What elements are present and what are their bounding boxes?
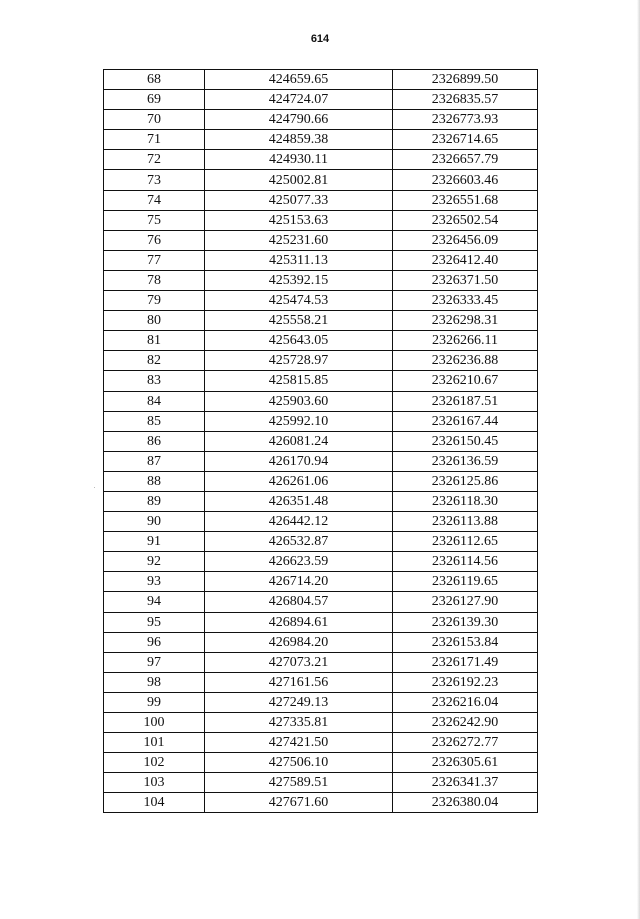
northing-cell: 2326657.79: [393, 150, 538, 170]
easting-cell: 425231.60: [205, 230, 393, 250]
easting-cell: 424930.11: [205, 150, 393, 170]
easting-cell: 424859.38: [205, 130, 393, 150]
table-row: [104, 431, 538, 451]
point-number-cell: 90: [104, 512, 205, 532]
northing-cell: 2326171.49: [393, 652, 538, 672]
easting-cell: 425002.81: [205, 170, 393, 190]
northing-cell: 2326119.65: [393, 572, 538, 592]
table-row: [104, 411, 538, 431]
easting-cell: 424724.07: [205, 90, 393, 110]
table-row: [104, 592, 538, 612]
table-row: [104, 692, 538, 712]
easting-cell: 426623.59: [205, 552, 393, 572]
coordinate-table: [103, 69, 538, 813]
point-number-cell: 103: [104, 773, 205, 793]
point-number-cell: 69: [104, 90, 205, 110]
easting-cell: 426714.20: [205, 572, 393, 592]
easting-cell: 426804.57: [205, 592, 393, 612]
table-body: [104, 70, 538, 813]
northing-cell: 2326139.30: [393, 612, 538, 632]
easting-cell: 426532.87: [205, 532, 393, 552]
table-row: [104, 291, 538, 311]
table-row: [104, 451, 538, 471]
point-number-cell: 86: [104, 431, 205, 451]
table-row: [104, 371, 538, 391]
easting-cell: 425728.97: [205, 351, 393, 371]
point-number-cell: 95: [104, 612, 205, 632]
point-number-cell: 76: [104, 230, 205, 250]
easting-cell: 426442.12: [205, 512, 393, 532]
northing-cell: 2326502.54: [393, 210, 538, 230]
point-number-cell: 73: [104, 170, 205, 190]
easting-cell: 425474.53: [205, 291, 393, 311]
northing-cell: 2326412.40: [393, 250, 538, 270]
table-row: [104, 753, 538, 773]
easting-cell: 427421.50: [205, 733, 393, 753]
easting-cell: 427671.60: [205, 793, 393, 813]
table-row: [104, 150, 538, 170]
table-row: [104, 552, 538, 572]
table-row: [104, 130, 538, 150]
table-row: [104, 632, 538, 652]
point-number-cell: 80: [104, 311, 205, 331]
table-row: [104, 532, 538, 552]
table-row: [104, 90, 538, 110]
easting-cell: 427335.81: [205, 713, 393, 733]
table-row: [104, 491, 538, 511]
northing-cell: 2326773.93: [393, 110, 538, 130]
easting-cell: 426170.94: [205, 451, 393, 471]
point-number-cell: 91: [104, 532, 205, 552]
northing-cell: 2326150.45: [393, 431, 538, 451]
table-row: [104, 190, 538, 210]
easting-cell: 427589.51: [205, 773, 393, 793]
point-number-cell: 102: [104, 753, 205, 773]
easting-cell: 426081.24: [205, 431, 393, 451]
point-number-cell: 79: [104, 291, 205, 311]
northing-cell: 2326136.59: [393, 451, 538, 471]
point-number-cell: 72: [104, 150, 205, 170]
northing-cell: 2326242.90: [393, 713, 538, 733]
northing-cell: 2326899.50: [393, 70, 538, 90]
table-row: [104, 210, 538, 230]
easting-cell: 427249.13: [205, 692, 393, 712]
northing-cell: 2326114.56: [393, 552, 538, 572]
point-number-cell: 98: [104, 672, 205, 692]
table-row: [104, 512, 538, 532]
northing-cell: 2326118.30: [393, 491, 538, 511]
point-number-cell: 74: [104, 190, 205, 210]
point-number-cell: 100: [104, 713, 205, 733]
point-number-cell: 75: [104, 210, 205, 230]
easting-cell: 427073.21: [205, 652, 393, 672]
northing-cell: 2326187.51: [393, 391, 538, 411]
table-row: [104, 652, 538, 672]
northing-cell: 2326298.31: [393, 311, 538, 331]
table-row: [104, 70, 538, 90]
northing-cell: 2326127.90: [393, 592, 538, 612]
table-row: [104, 331, 538, 351]
easting-cell: 424659.65: [205, 70, 393, 90]
table-row: [104, 230, 538, 250]
easting-cell: 425392.15: [205, 270, 393, 290]
northing-cell: 2326112.65: [393, 532, 538, 552]
point-number-cell: 68: [104, 70, 205, 90]
northing-cell: 2326551.68: [393, 190, 538, 210]
easting-cell: 427506.10: [205, 753, 393, 773]
table-row: [104, 311, 538, 331]
page-number: 614: [310, 33, 330, 45]
table-row: [104, 733, 538, 753]
table-row: [104, 351, 538, 371]
northing-cell: 2326210.67: [393, 371, 538, 391]
point-number-cell: 87: [104, 451, 205, 471]
point-number-cell: 96: [104, 632, 205, 652]
point-number-cell: 92: [104, 552, 205, 572]
northing-cell: 2326167.44: [393, 411, 538, 431]
point-number-cell: 83: [104, 371, 205, 391]
table-row: [104, 612, 538, 632]
easting-cell: 425643.05: [205, 331, 393, 351]
easting-cell: 427161.56: [205, 672, 393, 692]
northing-cell: 2326192.23: [393, 672, 538, 692]
easting-cell: 425153.63: [205, 210, 393, 230]
point-number-cell: 93: [104, 572, 205, 592]
northing-cell: 2326835.57: [393, 90, 538, 110]
northing-cell: 2326341.37: [393, 773, 538, 793]
northing-cell: 2326714.65: [393, 130, 538, 150]
table-row: [104, 250, 538, 270]
point-number-cell: 89: [104, 491, 205, 511]
northing-cell: 2326456.09: [393, 230, 538, 250]
table-row: [104, 270, 538, 290]
easting-cell: 425558.21: [205, 311, 393, 331]
point-number-cell: 77: [104, 250, 205, 270]
table-row: [104, 713, 538, 733]
point-number-cell: 99: [104, 692, 205, 712]
northing-cell: 2326266.11: [393, 331, 538, 351]
northing-cell: 2326305.61: [393, 753, 538, 773]
easting-cell: 424790.66: [205, 110, 393, 130]
northing-cell: 2326153.84: [393, 632, 538, 652]
northing-cell: 2326272.77: [393, 733, 538, 753]
table-row: [104, 672, 538, 692]
northing-cell: 2326603.46: [393, 170, 538, 190]
point-number-cell: 85: [104, 411, 205, 431]
table-row: [104, 471, 538, 491]
northing-cell: 2326216.04: [393, 692, 538, 712]
point-number-cell: 78: [104, 270, 205, 290]
point-number-cell: 81: [104, 331, 205, 351]
table-row: [104, 110, 538, 130]
northing-cell: 2326371.50: [393, 270, 538, 290]
point-number-cell: 82: [104, 351, 205, 371]
northing-cell: 2326236.88: [393, 351, 538, 371]
point-number-cell: 84: [104, 391, 205, 411]
point-number-cell: 70: [104, 110, 205, 130]
northing-cell: 2326333.45: [393, 291, 538, 311]
easting-cell: 426894.61: [205, 612, 393, 632]
table-row: [104, 773, 538, 793]
easting-cell: 425077.33: [205, 190, 393, 210]
point-number-cell: 101: [104, 733, 205, 753]
point-number-cell: 104: [104, 793, 205, 813]
easting-cell: 425311.13: [205, 250, 393, 270]
table-row: [104, 170, 538, 190]
easting-cell: 426984.20: [205, 632, 393, 652]
table-row: [104, 391, 538, 411]
easting-cell: 425992.10: [205, 411, 393, 431]
margin-speck: [94, 487, 95, 488]
easting-cell: 425815.85: [205, 371, 393, 391]
easting-cell: 426351.48: [205, 491, 393, 511]
easting-cell: 425903.60: [205, 391, 393, 411]
easting-cell: 426261.06: [205, 471, 393, 491]
northing-cell: 2326125.86: [393, 471, 538, 491]
table-row: [104, 572, 538, 592]
northing-cell: 2326380.04: [393, 793, 538, 813]
point-number-cell: 88: [104, 471, 205, 491]
point-number-cell: 94: [104, 592, 205, 612]
point-number-cell: 97: [104, 652, 205, 672]
northing-cell: 2326113.88: [393, 512, 538, 532]
table-row: [104, 793, 538, 813]
point-number-cell: 71: [104, 130, 205, 150]
